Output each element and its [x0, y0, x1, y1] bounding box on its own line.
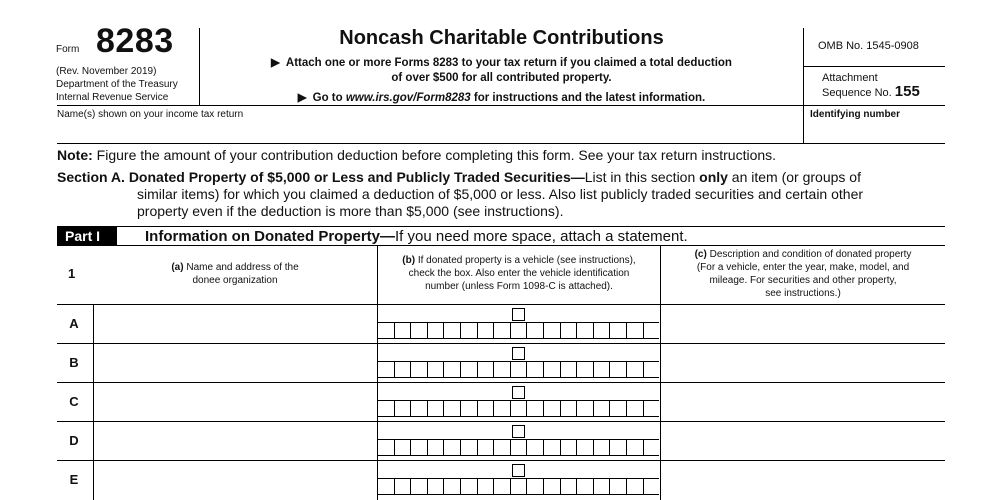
vin-character-cell[interactable]: [643, 479, 660, 494]
vin-character-cell[interactable]: [443, 479, 460, 494]
col-a-line2: donee organization: [192, 275, 278, 286]
section-a-line-3: property even if the deduction is more than $5,000 (see instructions).: [137, 203, 564, 219]
header-divider-right: [803, 28, 804, 143]
identifying-number-label: Identifying number: [810, 109, 900, 120]
section-a-text-1: List in this section: [584, 169, 700, 185]
vin-character-cell[interactable]: [394, 401, 411, 416]
vin-character-cell[interactable]: [410, 479, 427, 494]
donee-organization-input-d[interactable]: [94, 422, 377, 460]
irs-website-link[interactable]: www.irs.gov/Form8283: [345, 92, 471, 104]
vin-character-cell[interactable]: [477, 479, 494, 494]
vin-character-cell[interactable]: [543, 440, 560, 455]
attachment-sequence: [822, 71, 920, 100]
donee-organization-input-c[interactable]: [94, 383, 377, 421]
vin-character-cell[interactable]: [560, 323, 577, 338]
col-b-letter: (b): [402, 255, 416, 266]
donee-organization-input-e[interactable]: [94, 461, 377, 499]
section-a-description: [57, 169, 945, 220]
donee-organization-input-b[interactable]: [94, 344, 377, 382]
vin-character-cell[interactable]: [427, 401, 444, 416]
note-body: Figure the amount of your contribution deduction before completing this form. See your tax return instructions.: [92, 147, 777, 163]
arrow-right-icon: ▶: [271, 57, 280, 69]
vin-character-cell[interactable]: [626, 362, 643, 377]
vin-character-cell[interactable]: [410, 401, 427, 416]
form-number: 8283: [96, 22, 174, 60]
sequence-label: Sequence No.: [822, 87, 892, 99]
vin-character-cell[interactable]: [378, 401, 394, 416]
vin-character-cell[interactable]: [510, 323, 527, 338]
property-description-input-e[interactable]: [661, 461, 945, 499]
property-description-input-b[interactable]: [661, 344, 945, 382]
vin-character-cell[interactable]: [526, 401, 543, 416]
vehicle-checkbox-c[interactable]: [512, 386, 525, 399]
vin-character-cell[interactable]: [643, 440, 660, 455]
header-bottom-rule: [57, 105, 945, 106]
vin-character-cell[interactable]: [543, 323, 560, 338]
vin-character-cell[interactable]: [560, 479, 577, 494]
vin-character-cell[interactable]: [394, 440, 411, 455]
vin-character-cell[interactable]: [576, 401, 593, 416]
part-1-subtitle: If you need more space, attach a statement.: [395, 228, 688, 245]
row-label-b: B: [69, 355, 79, 370]
department-name: Department of the Treasury: [56, 79, 178, 90]
property-description-input-a[interactable]: [661, 305, 945, 343]
vin-character-cell[interactable]: [427, 479, 444, 494]
vin-character-cell[interactable]: [394, 362, 411, 377]
vin-character-cell[interactable]: [560, 362, 577, 377]
vin-character-cell[interactable]: [609, 440, 626, 455]
column-a-header: [100, 261, 370, 287]
vin-character-cell[interactable]: [378, 362, 394, 377]
vin-character-cell[interactable]: [593, 323, 610, 338]
vin-character-cell[interactable]: [378, 479, 394, 494]
vin-character-cell[interactable]: [477, 401, 494, 416]
vin-character-cell[interactable]: [510, 440, 527, 455]
vin-character-cell[interactable]: [427, 440, 444, 455]
sequence-number: 155: [894, 83, 920, 100]
vin-character-cell[interactable]: [460, 323, 477, 338]
omb-number: OMB No. 1545-0908: [818, 40, 919, 52]
part-1-title: [145, 227, 688, 246]
vin-character-cell[interactable]: [410, 362, 427, 377]
vin-character-cell[interactable]: [626, 440, 643, 455]
col-b-line2: check the box. Also enter the vehicle identification: [408, 268, 630, 279]
part-1-bottom-rule: [57, 245, 945, 246]
identifying-number-input[interactable]: [806, 122, 945, 142]
vin-character-cell[interactable]: [493, 440, 510, 455]
vin-character-cell[interactable]: [477, 362, 494, 377]
col-c-line1: Description and condition of donated property: [709, 249, 912, 260]
instruction-2-prefix: Go to: [312, 92, 346, 104]
attach-instruction: [200, 56, 803, 86]
vin-character-cell[interactable]: [493, 362, 510, 377]
vin-character-cell[interactable]: [460, 479, 477, 494]
vin-character-cell[interactable]: [526, 440, 543, 455]
vin-character-cell[interactable]: [443, 362, 460, 377]
vin-character-cell[interactable]: [626, 479, 643, 494]
col-c-line4: see instructions.): [765, 288, 841, 299]
row-label-e: E: [69, 472, 79, 487]
vin-character-cell[interactable]: [394, 323, 411, 338]
vehicle-id-number-cells-e[interactable]: [378, 478, 659, 495]
attachment-label: Attachment: [822, 72, 878, 84]
donee-organization-input-a[interactable]: [94, 305, 377, 343]
vin-character-cell[interactable]: [593, 362, 610, 377]
vin-character-cell[interactable]: [593, 401, 610, 416]
vin-character-cell[interactable]: [543, 401, 560, 416]
vin-character-cell[interactable]: [609, 401, 626, 416]
vehicle-checkbox-d[interactable]: [512, 425, 525, 438]
vin-character-cell[interactable]: [510, 479, 527, 494]
form-title: Noncash Charitable Contributions: [339, 27, 664, 49]
revision-date: (Rev. November 2019): [56, 66, 157, 77]
vin-character-cell[interactable]: [560, 440, 577, 455]
form-label: Form: [56, 44, 80, 55]
vin-character-cell[interactable]: [643, 323, 660, 338]
vin-character-cell[interactable]: [609, 479, 626, 494]
vin-character-cell[interactable]: [576, 479, 593, 494]
vin-character-cell[interactable]: [510, 362, 527, 377]
col-a-letter: (a): [171, 262, 184, 273]
vehicle-checkbox-e[interactable]: [512, 464, 525, 477]
section-a-line-2: similar items) for which you claimed a deduction of $5,000 or less. Also list publicly traded securities and certain other: [137, 186, 864, 202]
instruction-1-line1: Attach one or more Forms 8283 to your tax return if you claimed a total deduction: [285, 57, 732, 69]
part-1-title-bold: Information on Donated Property—: [145, 228, 396, 245]
vin-character-cell[interactable]: [460, 440, 477, 455]
vin-character-cell[interactable]: [443, 323, 460, 338]
vin-character-cell[interactable]: [643, 401, 660, 416]
vin-character-cell[interactable]: [543, 362, 560, 377]
vin-character-cell[interactable]: [493, 401, 510, 416]
part-1-badge: Part I: [57, 227, 117, 246]
arrow-right-icon: ▶: [297, 92, 307, 104]
vin-character-cell[interactable]: [609, 323, 626, 338]
col-c-line2: (For a vehicle, enter the year, make, model, and: [696, 262, 910, 273]
taxpayer-name-input[interactable]: [57, 122, 802, 142]
vin-character-cell[interactable]: [510, 401, 527, 416]
vin-character-cell[interactable]: [460, 401, 477, 416]
column-b-header: [380, 254, 658, 293]
vin-character-cell[interactable]: [593, 479, 610, 494]
row-label-c: C: [69, 394, 79, 409]
agency-block: [56, 65, 178, 104]
instruction-1-line2: of over $500 for all contributed property.: [391, 72, 612, 84]
vin-character-cell[interactable]: [626, 401, 643, 416]
vehicle-id-number-cells-c[interactable]: [378, 400, 659, 417]
vin-character-cell[interactable]: [609, 362, 626, 377]
vin-character-cell[interactable]: [626, 323, 643, 338]
vin-character-cell[interactable]: [427, 323, 444, 338]
vin-character-cell[interactable]: [526, 323, 543, 338]
vin-character-cell[interactable]: [493, 479, 510, 494]
vin-character-cell[interactable]: [543, 479, 560, 494]
vin-character-cell[interactable]: [410, 323, 427, 338]
line-number-1: 1: [68, 266, 76, 281]
col-b-line3: number (unless Form 1098-C is attached).: [425, 281, 613, 292]
vin-character-cell[interactable]: [477, 323, 494, 338]
vin-character-cell[interactable]: [526, 362, 543, 377]
vehicle-id-number-cells-d[interactable]: [378, 439, 659, 456]
omb-divider: [803, 66, 945, 67]
section-a-heading: Section A. Donated Property of $5,000 or Less and Publicly Traded Securities—: [57, 169, 585, 185]
col-a-line1: Name and address of the: [186, 262, 299, 273]
vin-character-cell[interactable]: [378, 440, 394, 455]
vehicle-id-number-cells-b[interactable]: [378, 361, 659, 378]
vehicle-id-number-cells-a[interactable]: [378, 322, 659, 339]
vin-character-cell[interactable]: [643, 362, 660, 377]
vin-character-cell[interactable]: [460, 362, 477, 377]
vin-character-cell[interactable]: [394, 479, 411, 494]
col-c-line3: mileage. For securities and other property,: [709, 275, 897, 286]
col-c-letter: (c): [694, 249, 707, 260]
property-description-input-c[interactable]: [661, 383, 945, 421]
vehicle-checkbox-b[interactable]: [512, 347, 525, 360]
vin-character-cell[interactable]: [560, 401, 577, 416]
vin-character-cell[interactable]: [576, 362, 593, 377]
instruction-2-suffix: for instructions and the latest information.: [470, 92, 706, 104]
vin-character-cell[interactable]: [593, 440, 610, 455]
vehicle-checkbox-a[interactable]: [512, 308, 525, 321]
section-a-text-2: an item (or groups of: [727, 169, 861, 185]
vin-character-cell[interactable]: [427, 362, 444, 377]
section-a-emphasis: only: [699, 169, 728, 185]
col-b-line1: If donated property is a vehicle (see instructions),: [417, 255, 636, 266]
vin-character-cell[interactable]: [477, 440, 494, 455]
name-field-label: Name(s) shown on your income tax return: [57, 109, 244, 120]
row-label-a: A: [69, 316, 79, 331]
vin-character-cell[interactable]: [526, 479, 543, 494]
vin-character-cell[interactable]: [378, 323, 394, 338]
vin-character-cell[interactable]: [493, 323, 510, 338]
column-c-header: [664, 248, 942, 300]
vin-character-cell[interactable]: [576, 323, 593, 338]
note-label: Note:: [57, 147, 93, 163]
property-description-input-d[interactable]: [661, 422, 945, 460]
vin-character-cell[interactable]: [576, 440, 593, 455]
website-instruction: [200, 91, 803, 106]
vin-character-cell[interactable]: [443, 440, 460, 455]
vin-character-cell[interactable]: [410, 440, 427, 455]
vin-character-cell[interactable]: [443, 401, 460, 416]
name-row-bottom-rule: [57, 143, 945, 144]
note-text: [57, 147, 776, 163]
service-name: Internal Revenue Service: [56, 92, 169, 103]
row-label-d: D: [69, 433, 79, 448]
